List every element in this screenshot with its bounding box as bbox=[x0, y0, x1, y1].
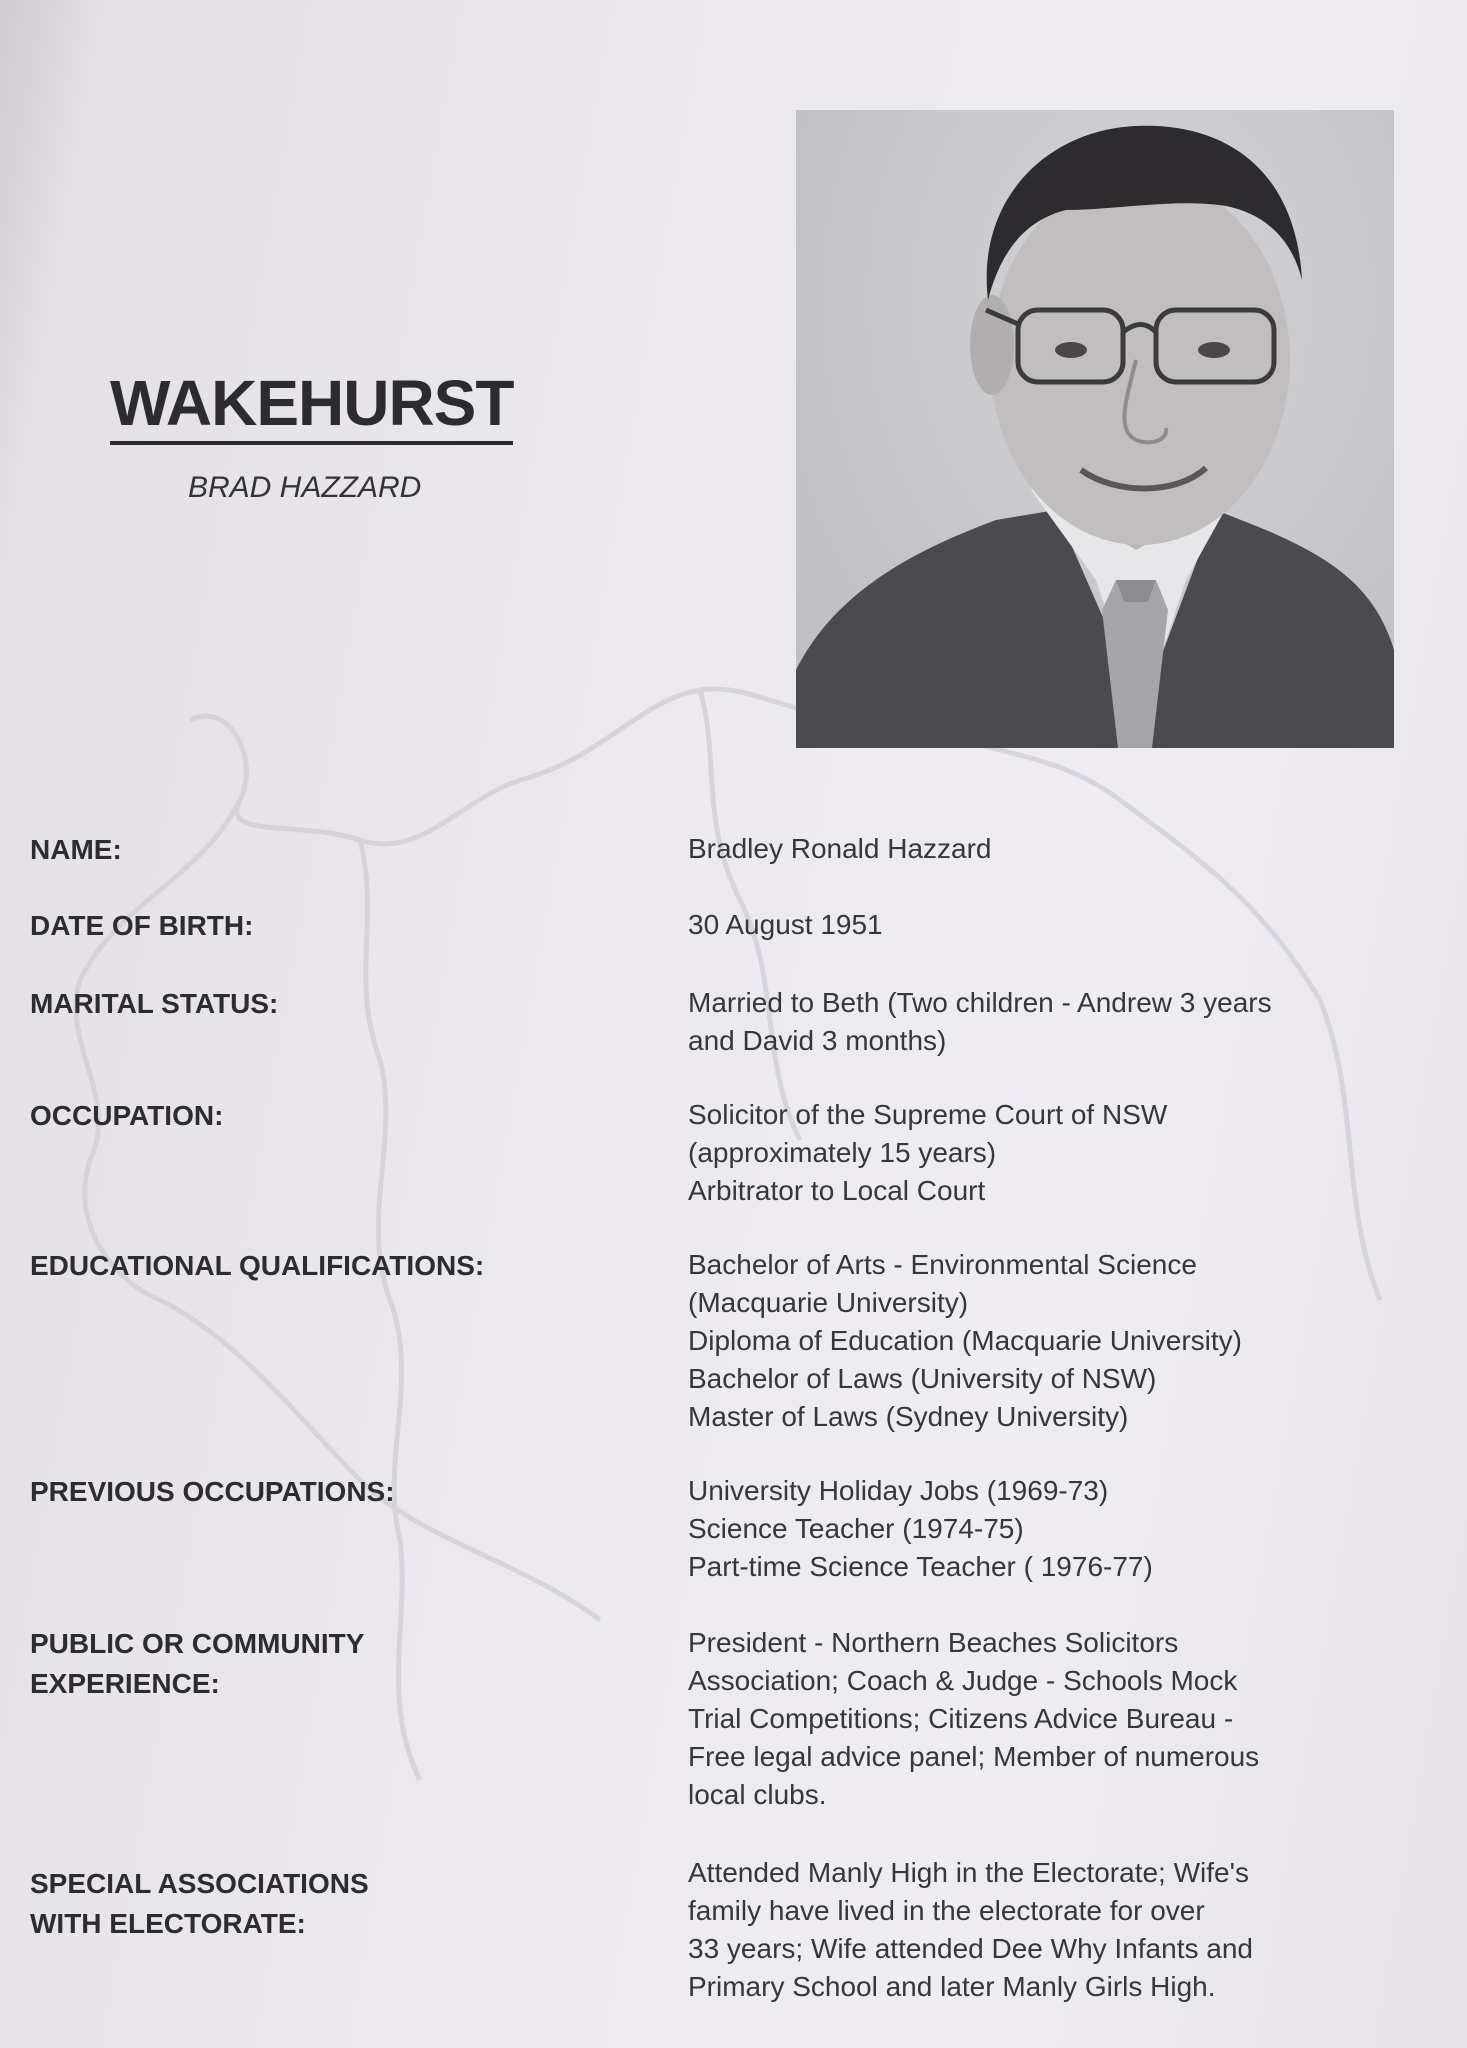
value-line: Diploma of Education (Macquarie University) bbox=[688, 1325, 1242, 1356]
value-line: Association; Coach & Judge - Schools Mock bbox=[688, 1665, 1238, 1696]
value-line: family have lived in the electorate for over bbox=[688, 1895, 1205, 1926]
value-line: Primary School and later Manly Girls High. bbox=[688, 1971, 1216, 2002]
portrait-illustration bbox=[796, 110, 1394, 748]
value-line: 33 years; Wife attended Dee Why Infants and bbox=[688, 1933, 1253, 1964]
field-value bbox=[688, 906, 1368, 944]
field-label: EDUCATIONAL QUALIFICATIONS: bbox=[30, 1250, 485, 1281]
value-line: and David 3 months) bbox=[688, 1025, 947, 1056]
value-line: Trial Competitions; Citizens Advice Bureau - bbox=[688, 1703, 1234, 1734]
field-value bbox=[688, 1246, 1368, 1436]
value-line: Attended Manly High in the Electorate; Wife's bbox=[688, 1857, 1249, 1888]
field-value bbox=[688, 984, 1368, 1060]
value-line: Master of Laws (Sydney University) bbox=[688, 1401, 1129, 1432]
value-line: Arbitrator to Local Court bbox=[688, 1175, 986, 1206]
field-label: DATE OF BIRTH: bbox=[30, 910, 254, 941]
value-line: 30 August 1951 bbox=[688, 909, 883, 940]
field-value bbox=[688, 1624, 1368, 1814]
value-line: President - Northern Beaches Solicitors bbox=[688, 1627, 1179, 1658]
value-line: Free legal advice panel; Member of numerous bbox=[688, 1741, 1260, 1772]
value-line: (Macquarie University) bbox=[688, 1287, 969, 1318]
field-label: SPECIAL ASSOCIATIONS WITH ELECTORATE: bbox=[30, 1868, 369, 1939]
value-line: Part-time Science Teacher ( 1976-77) bbox=[688, 1551, 1153, 1582]
value-line: University Holiday Jobs (1969-73) bbox=[688, 1475, 1109, 1506]
field-label: PUBLIC OR COMMUNITY EXPERIENCE: bbox=[30, 1628, 365, 1699]
field-value bbox=[688, 830, 1368, 868]
candidate-name: BRAD HAZZARD bbox=[188, 471, 422, 505]
field-value bbox=[688, 1472, 1368, 1586]
value-line: Bachelor of Arts - Environmental Science bbox=[688, 1249, 1197, 1280]
value-line: Bachelor of Laws (University of NSW) bbox=[688, 1363, 1157, 1394]
field-label: MARITAL STATUS: bbox=[30, 988, 279, 1019]
value-line: local clubs. bbox=[688, 1779, 827, 1810]
field-value bbox=[688, 1096, 1368, 1210]
header-block bbox=[110, 367, 570, 505]
field-label: OCCUPATION: bbox=[30, 1100, 224, 1131]
portrait-photo bbox=[796, 110, 1394, 748]
electorate-title: WAKEHURST bbox=[110, 370, 513, 445]
value-line: Solicitor of the Supreme Court of NSW bbox=[688, 1099, 1168, 1130]
value-line: Science Teacher (1974-75) bbox=[688, 1513, 1024, 1544]
field-label: PREVIOUS OCCUPATIONS: bbox=[30, 1476, 395, 1507]
value-line: Bradley Ronald Hazzard bbox=[688, 833, 992, 864]
field-label: NAME: bbox=[30, 834, 122, 865]
field-value bbox=[688, 1854, 1368, 2006]
value-line: Married to Beth (Two children - Andrew 3 years bbox=[688, 987, 1272, 1018]
value-line: (approximately 15 years) bbox=[688, 1137, 997, 1168]
